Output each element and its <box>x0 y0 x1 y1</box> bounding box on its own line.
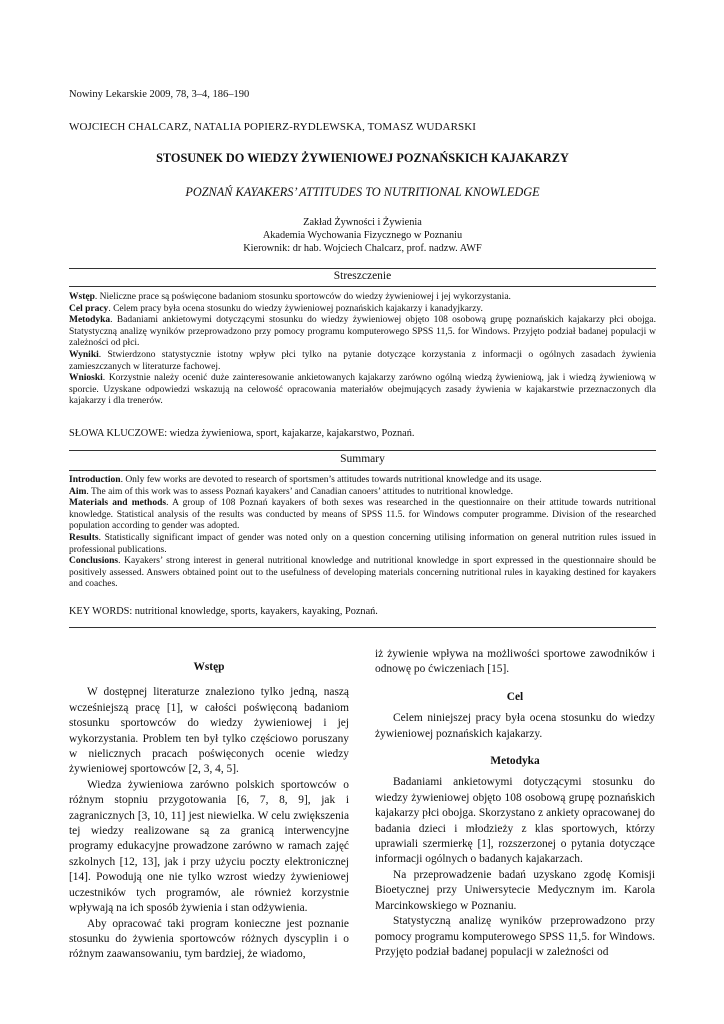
abstract-label: Wyniki <box>69 349 99 360</box>
summary-label: Results <box>69 532 99 543</box>
wstep-paragraph-continued: iż żywienie wpływa na możliwości sportowe zawodników i odnowę po ćwiczeniach [15]. <box>375 648 655 676</box>
summary-conclusions: Conclusions. Kayakers’ strong interest in general nutritional knowledge and nutritional knowledge in sport expressed in the questionnaire should be positively assessed. Answers obtained point out to the usefulness of developing materials concerning nutritional rules in kayaking destined for kayakers and coaches. <box>69 556 656 590</box>
body-left-column <box>69 660 349 963</box>
summary-heading: Summary <box>340 453 385 465</box>
divider-body-start <box>69 627 656 628</box>
abstract-label: Wnioski <box>69 373 103 384</box>
cel-paragraph-1: Celem niniejszej pracy była ocena stosunku do wiedzy żywieniowej poznańskich kajakarzy. <box>375 712 655 740</box>
wstep-paragraph-2: Wiedza żywieniowa zarówno polskich sportowców o różnym stopniu przygotowania [6, 7, 8, 9], jak i zagranicznych [3, 10, 11] jest niewielka. W celu zwiększenia tej wiedzy realizowane są za granicą interwencyjne programy edukacyjne prowadzone zarówno w ramach zajęć szkolnych [12, 13], jak i przy użyciu poczty elektronicznej [14]. Powodują one nie tylko wzrost wiedzy żywieniowej uczestników tych programów, ale również korzystnie wpływają na ich sposób żywienia i stan odżywienia. <box>69 778 349 915</box>
abstract-wyniki: Wyniki. Stwierdzono statystycznie istotny wpływ płci tylko na pytanie dotyczące korzystania z informacji o ogólnych zasadach żywienia zamieszczanych w literaturze fachowej. <box>69 349 656 372</box>
abstract-metodyka: Metodyka. Badaniami ankietowymi dotyczącymi stosunku do wiedzy żywieniowej objęto 108 osobową grupę poznańskich kajakarzy płci obojga. Statystyczną analizę wyników przeprowadzono przy pomocy programu komputerowego SPSS 11,5. for Windows. Przyjęto podział badanej populacji w zależności od płci. <box>69 315 656 349</box>
article-subtitle-english: POZNAŃ KAYAKERS’ ATTITUDES TO NUTRITIONAL KNOWLEDGE <box>185 185 540 199</box>
summary-label: Aim <box>69 486 87 497</box>
summary-introduction: Introduction. Only few works are devoted to research of sportsmen’s attitudes towards nutritional knowledge and its usage. <box>69 475 542 485</box>
summary-aim: Aim. The aim of this work was to assess Poznań kayakers’ and Canadian canoers’ attitudes to nutritional knowledge. <box>69 486 514 497</box>
divider-top-streszczenie <box>69 268 656 269</box>
abstract-label: Cel pracy <box>69 303 109 314</box>
affiliation-head: Kierownik: dr hab. Wojciech Chalcarz, prof. nadzw. AWF <box>243 243 482 255</box>
metodyka-paragraph-3: Statystyczną analizę wyników przeprowadzono przy pomocy programu komputerowego SPSS 11,5. for Windows. Przyjęto podział badanej populacji w zależności od <box>375 915 655 958</box>
divider-summary-under <box>69 470 656 471</box>
author-list: WOJCIECH CHALCARZ, NATALIA POPIERZ-RYDLEWSKA, TOMASZ WUDARSKI <box>69 121 477 133</box>
abstract-cel: Cel pracy. Celem pracy była ocena stosunku do wiedzy żywieniowej poznańskich kajakarzy i kanadyjkarzy. <box>69 303 483 314</box>
divider-top-summary <box>69 450 656 451</box>
journal-citation: Nowiny Lekarskie 2009, 78, 3–4, 186–190 <box>69 89 250 100</box>
article-title: STOSUNEK DO WIEDZY ŻYWIENIOWEJ POZNAŃSKICH KAJAKARZY <box>156 151 569 165</box>
abstract-wstep: Wstęp. Nieliczne prace są poświęcone badaniom stosunku sportowców do wiedzy żywieniowej i jej wykorzystania. <box>69 292 511 302</box>
summary-label: Conclusions <box>69 556 119 567</box>
abstract-label: Metodyka <box>69 315 111 326</box>
streszczenie-body <box>69 292 656 408</box>
section-heading-cel: Cel <box>506 690 524 703</box>
wstep-paragraph-1: W dostępnej literaturze znaleziono tylko jedną, naszą wcześniejszą pracę [1], w całości poświęconą badaniom stosunku sportowców do wiedzy żywieniowej i jej wykorzystania. Problem ten był tylko częściowo poruszany w nielicznych pracach poświęconych ocenie wiedzy żywieniowej sportowców [2, 3, 4, 5]. <box>69 686 349 776</box>
section-heading-metodyka: Metodyka <box>490 755 540 768</box>
summary-label: Materials and methods <box>69 498 167 509</box>
summary-results: Results. Statistically significant impact of gender was noted only on a question concerning utilising information on general nutrition rules issued in professional publications. <box>69 532 656 555</box>
section-heading-wstep: Wstęp <box>193 661 225 673</box>
streszczenie-heading: Streszczenie <box>333 270 392 282</box>
body-right-column <box>375 647 655 960</box>
affiliation-university: Akademia Wychowania Fizycznego w Poznaniu <box>262 230 463 242</box>
slowa-kluczowe: SŁOWA KLUCZOWE: wiedza żywieniowa, sport, kajakarze, kajakarstwo, Poznań. <box>69 428 415 439</box>
affiliation-department: Zakład Żywności i Żywienia <box>303 217 422 228</box>
abstract-wnioski: Wnioski. Korzystnie należy ocenić duże zainteresowanie ankietowanych kajakarzy zarówno ogólną wiedzą żywieniową, jak i wiedzą żywieniową w sporcie. Uzyskane odpowiedzi wskazują na celowość opracowania materiałów obejmujących zasady żywienia w kajakarstwie przeznaczonych dla kajakarzy i dla trenerów. <box>69 373 656 407</box>
metodyka-paragraph-2: Na przeprowadzenie badań uzyskano zgodę Komisji Bioetycznej przy Uniwersytecie Medycznym im. Karola Marcinkowskiego w Poznaniu. <box>375 868 655 912</box>
abstract-label: Wstęp <box>69 292 95 302</box>
divider-streszczenie-under <box>69 286 656 287</box>
key-words: KEY WORDS: nutritional knowledge, sports, kayakers, kayaking, Poznań. <box>69 606 378 617</box>
affiliation-block <box>69 216 656 256</box>
metodyka-paragraph-1: Badaniami ankietowymi dotyczącymi stosunku do wiedzy żywieniowej objęto 108 osobową grupę poznańskich kajakarzy płci obojga. Skorzystano z ankiety opracowanej do badania dzieci i młodzieży z klas sportowych, którzy uprawiali szermierkę [1], rozszerzonej o pytania dotyczące informacji ogólnych o badanych kajakarzach. <box>375 776 655 866</box>
summary-label: Introduction <box>69 475 121 485</box>
summary-methods: Materials and methods. A group of 108 Poznań kayakers of both sexes was researched in the questionnaire on their attitude towards nutritional knowledge. Statistical analysis of the results was conducted by means of SPSS 11.5. for Windows computer programme. Division of the researched population according to gender was adopted. <box>69 498 656 532</box>
wstep-paragraph-3: Aby opracować taki program konieczne jest poznanie stosunku do żywienia sportowców różnych dyscyplin i o różnym zaawansowaniu, tym bardziej, że wiadomo, <box>69 917 349 961</box>
summary-body <box>69 475 656 591</box>
